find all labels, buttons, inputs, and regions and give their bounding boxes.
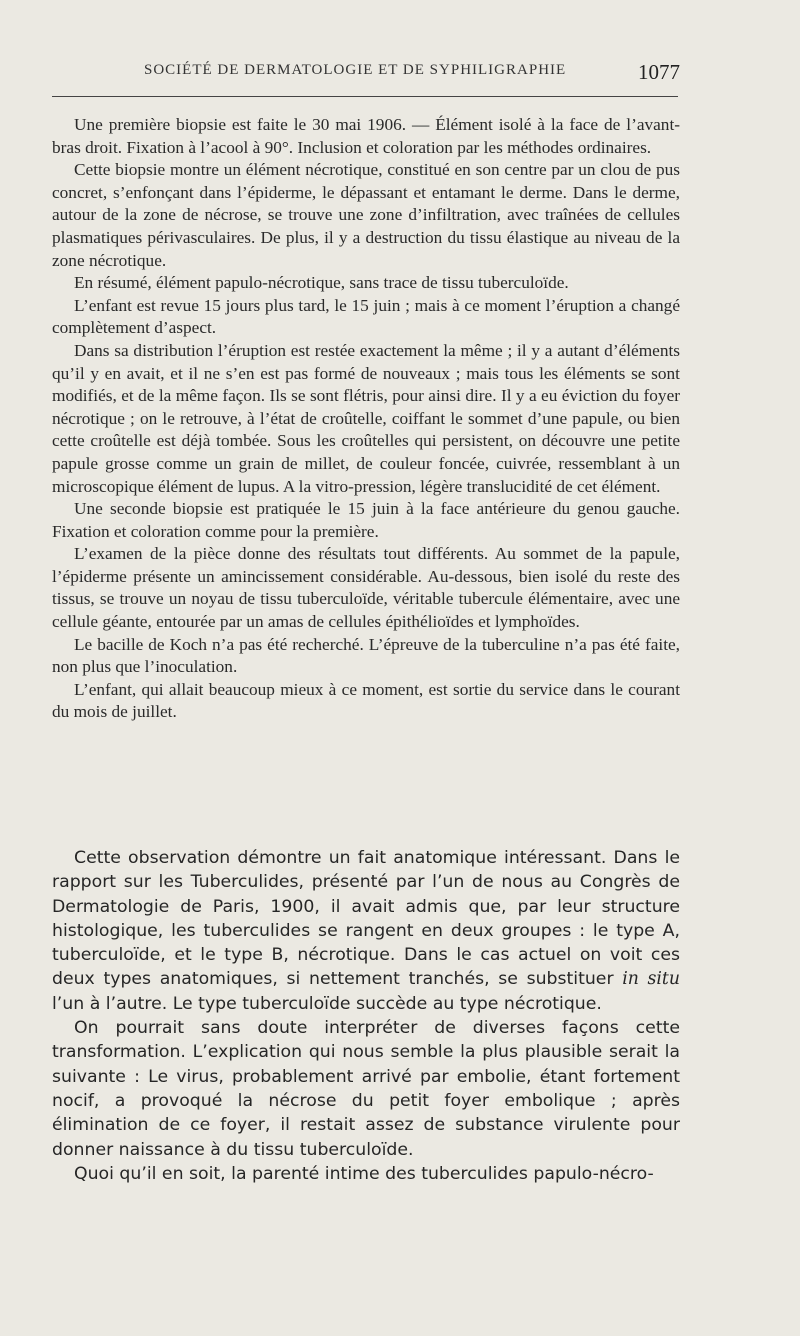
running-title: SOCIÉTÉ DE DERMATOLOGIE ET DE SYPHILIGRAPHIE	[144, 62, 567, 78]
observation-text-end: l’un à l’autre. Le type tuberculoïde succède au type nécrotique.	[52, 993, 602, 1014]
page-number: 1077	[638, 60, 680, 84]
paragraph-second-biopsy: Une seconde biopsie est pratiquée le 15 juin à la face antérieure du genou gauche. Fixation et coloration comme pour la première.	[52, 499, 680, 541]
paragraph-interpretation: On pourrait sans doute interpréter de diverses façons cette transformation. L’explication qui nous semble la plus plausible serait la suivante : Le virus, probablement arrivé par embolie, étant fortement nocif, a provoqué la nécrose du petit foyer embolique ; après élimination de ce foyer, il restait assez de substance virulente pour donner naissance à du tissu tuberculoïde.	[52, 1018, 680, 1160]
header-rule	[52, 96, 678, 97]
discussion-text	[52, 846, 680, 1186]
paragraph-summary: En résumé, élément papulo-nécrotique, sans trace de tissu tuberculoïde.	[74, 273, 569, 293]
paragraph-conclusion: Quoi qu’il en soit, la parenté intime des tuberculides papulo-nécro-	[74, 1163, 654, 1184]
paragraph-follow-up: L’enfant est revue 15 jours plus tard, le 15 juin ; mais à ce moment l’éruption a changé complètement d’aspect.	[52, 295, 680, 338]
paragraph-koch-bacillus: Le bacille de Koch n’a pas été recherché. L’épreuve de la tuberculine n’a pas été faite, non plus que l’inoculation.	[52, 634, 680, 677]
observation-text-start: Cette observation démontre un fait anatomique intéressant. Dans le rapport sur les Tuberculides, présenté par l’un de nous au Congrès de Dermatologie de Paris, 1900, il avait admis que, par leur structure histologique, les tuberculides se rangent en deux groupes : le type A, tuberculoïde, et le type B, nécrotique. Dans le cas actuel on voit ces deux types anatomiques, si nettement tranchés, se substituer	[52, 848, 680, 990]
paragraph-observation	[52, 846, 680, 1016]
in-situ-italic: in situ	[622, 969, 681, 990]
paragraph-first-biopsy: Une première biopsie est faite le 30 mai 1906. — Élément isolé à la face de l’avant-bras droit. Fixation à l’acool à 90°. Inclusion et coloration par les méthodes ordinaires.	[52, 115, 680, 157]
paragraph-discharge: L’enfant, qui allait beaucoup mieux à ce moment, est sortie du service dans le courant du mois de juillet.	[52, 679, 680, 722]
paragraph-biopsy-findings: Cette biopsie montre un élément nécrotique, constitué en son centre par un clou de pus concret, s’enfonçant dans l’épiderme, le dépassant et entamant le derme. Dans le derme, autour de la zone de nécrose, se trouve une zone d’infiltration, avec traînées de cellules plasmatiques périvasculaires. De plus, il y a destruction du tissu élastique au niveau de la zone nécrotique.	[52, 160, 680, 270]
case-report-text	[52, 114, 680, 724]
running-head	[52, 60, 680, 84]
paragraph-examination: L’examen de la pièce donne des résultats tout différents. Au sommet de la papule, l’épiderme présente un amincissement considérable. Au-dessous, bien isolé du reste des tissus, se trouve un noyau de tissu tuberculoïde, véritable tubercule élémentaire, avec une cellule géante, entourée par un amas de cellules épithélioïdes et lymphoïdes.	[52, 544, 680, 632]
paragraph-distribution: Dans sa distribution l’éruption est restée exactement la même ; il y a autant d’éléments qu’il y en avait, et il ne s’en est pas formé de nouveaux ; mais tous les éléments se sont modifiés, et de la même façon. Ils se sont flétris, pour ainsi dire. Il y a eu éviction du foyer nécrotique ; on le retrouve, à l’état de croûtelle, coiffant le sommet d’une papule, ou bien cette croûtelle est déjà tombée. Sous les croûtelles qui persistent, on découvre une petite papule grosse comme un grain de millet, de couleur foncée, cuivrée, ressemblant à un microscopique élément de lupus. A la vitro-pression, légère translucidité de cet élément.	[52, 340, 680, 496]
